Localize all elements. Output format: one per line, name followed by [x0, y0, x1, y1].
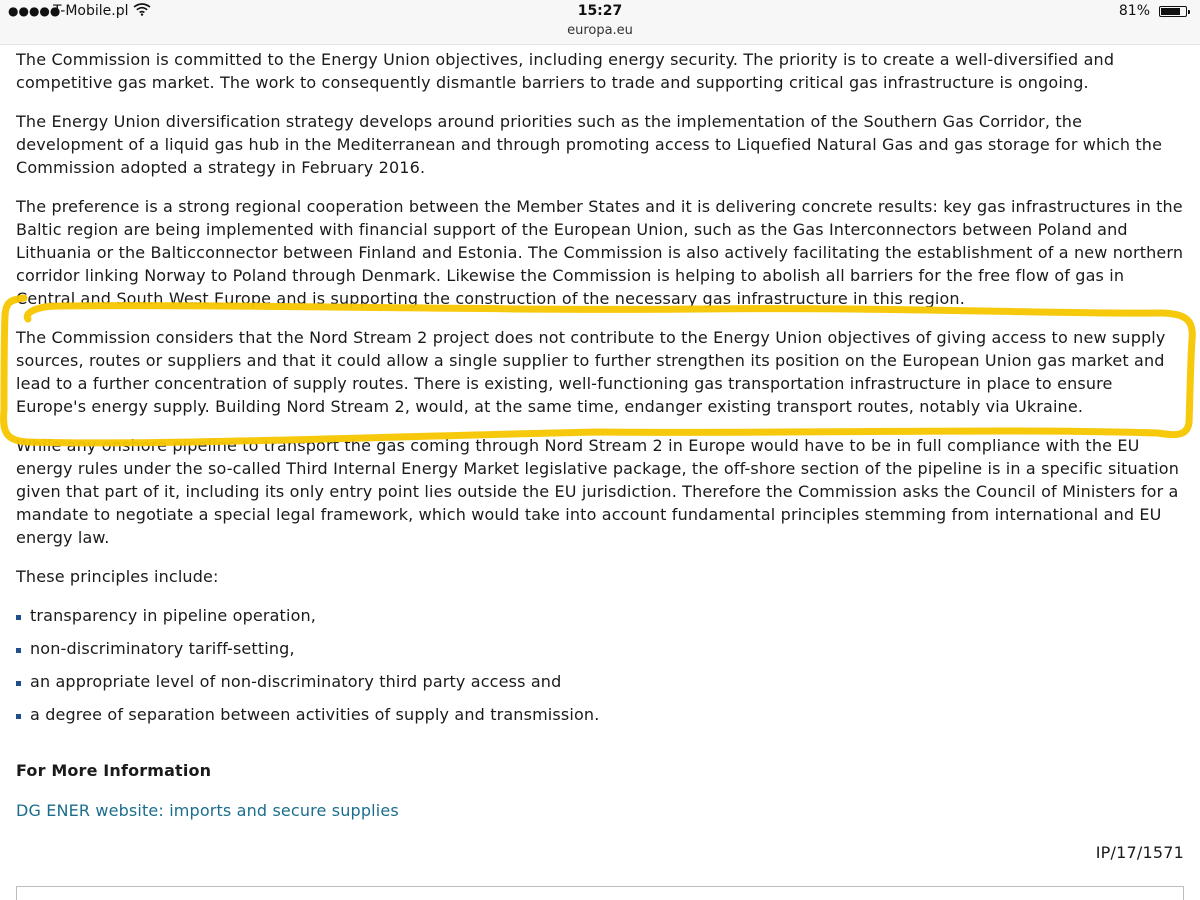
battery-percent: 81%: [1118, 3, 1150, 19]
more-info-heading: For More Information: [16, 761, 212, 780]
paragraph-energy-union: The Commission is committed to the Energy Union objectives, including energy security. The priority is to create a well-diversified and competitive gas market. The work to consequently dismantle barriers to trade and supporting critical gas infrastructure is ongoing.: [16, 50, 1115, 92]
bullet-icon: [16, 648, 21, 653]
bullet-icon: [16, 681, 21, 686]
bottom-panel: [16, 886, 1184, 900]
signal-strength-icon: ●●●●●: [8, 4, 61, 18]
list-item: [16, 703, 1186, 726]
list-item-text: non-discriminatory tariff-setting,: [30, 639, 295, 658]
article-body: [16, 48, 1186, 736]
list-item: [16, 637, 1186, 660]
paragraph-diversification: The Energy Union diversification strategy develops around priorities such as the implementation of the Southern Gas Corridor, the development of a liquid gas hub in the Mediterranean and through promoting access to Liquefied Natural Gas and gas storage for which the Commission adopted a strategy in February 2016.: [16, 112, 1163, 177]
carrier-name: T-Mobile.pl: [53, 3, 129, 19]
list-item: [16, 604, 1186, 627]
dg-ener-website-link[interactable]: DG ENER website: imports and secure supplies: [16, 801, 399, 820]
list-item-text: an appropriate level of non-discriminatory third party access and: [30, 672, 562, 691]
status-time: 15:27: [577, 3, 623, 19]
battery-icon: [1159, 6, 1187, 17]
list-item-text: a degree of separation between activities of supply and transmission.: [30, 705, 600, 724]
principles-list: [16, 604, 1186, 726]
battery-level-fill: [1161, 8, 1180, 15]
list-item-text: transparency in pipeline operation,: [30, 606, 317, 625]
paragraph-nord-stream-position: The Commission considers that the Nord Stream 2 project does not contribute to the Energy Union objectives of giving access to new supply sources, routes or suppliers and that it could allow a single supplier to further strengthen its position on the European Union gas market and lead to a further concentration of supply routes. There is existing, well-functioning gas transportation infrastructure in place to ensure Europe's energy supply. Building Nord Stream 2, would, at the same time, endanger existing transport routes, notably via Ukraine.: [16, 328, 1166, 416]
paragraph-regional-cooperation: The preference is a strong regional cooperation between the Member States and it is delivering concrete results: key gas infrastructures in the Baltic region are being implemented with financial support of the European Union, such as the Gas Interconnectors between Poland and Lithuania or the Balticconnector between Finland and Estonia. The Commission is also actively facilitating the establishment of a new northern corridor linking Norway to Poland through Denmark. Likewise the Commission is helping to abolish all barriers for the free flow of gas in Central and South West Europe and is supporting the construction of the necessary gas infrastructure in this region.: [16, 197, 1184, 308]
bullet-icon: [16, 714, 21, 719]
bullet-icon: [16, 615, 21, 620]
press-release-reference: IP/17/1571: [1095, 843, 1184, 862]
url-domain[interactable]: europa.eu: [567, 23, 633, 38]
status-bar: [0, 0, 1200, 45]
paragraph-legal-framework: While any onshore pipeline to transport the gas coming through Nord Stream 2 in Europe would have to be in full compliance with the EU energy rules under the so-called Third Internal Energy Market legislative package, the off-shore section of the pipeline is in a specific situation given that part of it, including its only entry point lies outside the EU jurisdiction. Therefore the Commission asks the Council of Ministers for a mandate to negotiate a special legal framework, which would take into account fundamental principles stemming from international and EU energy law.: [16, 436, 1179, 547]
paragraph-principles-intro: These principles include:: [16, 567, 219, 586]
list-item: [16, 670, 1186, 693]
